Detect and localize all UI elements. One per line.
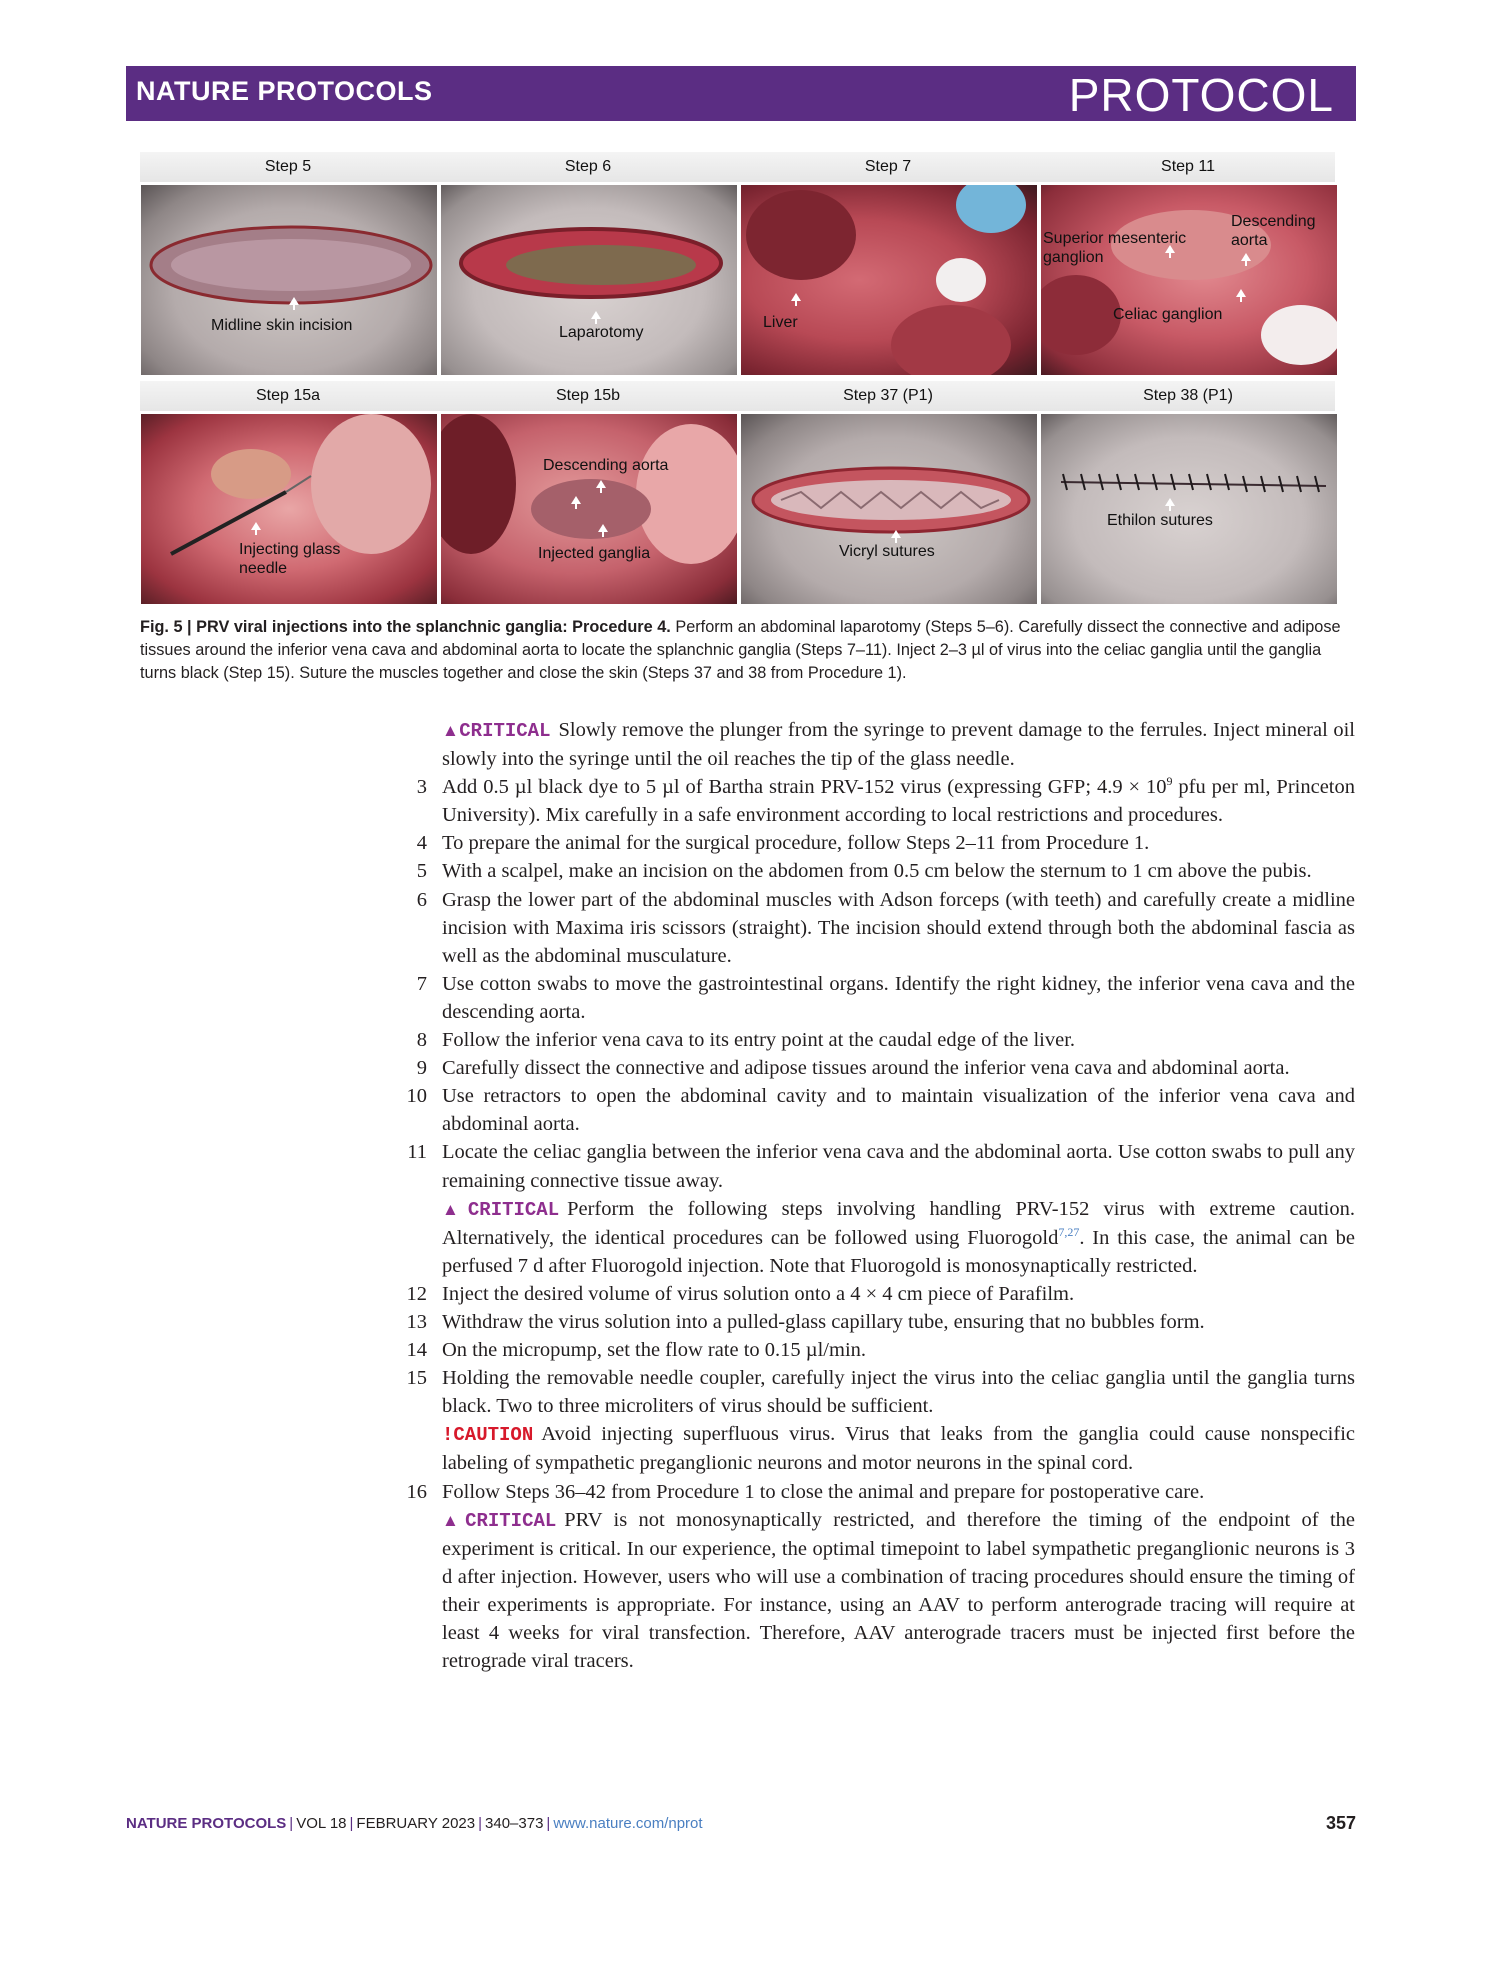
- panel-title-step5: Step 5: [264, 158, 312, 175]
- label-needle: needle: [239, 560, 288, 577]
- photo-step15a-injecting-needle: [140, 414, 438, 604]
- footer-url-link[interactable]: www.nature.com/nprot: [553, 1815, 703, 1832]
- panel-title-step37: Step 37 (P1): [843, 387, 933, 404]
- critical-label: CRITICAL: [467, 1198, 560, 1221]
- arrow-marker: [1165, 498, 1175, 506]
- step-9: 9 Carefully dissect the connective and adipose tissues around the inferior vena cava and abdominal aorta.: [416, 1057, 1290, 1080]
- label-ethilon-sutures: Ethilon sutures: [1107, 512, 1213, 529]
- label-vicryl-sutures: Vicryl sutures: [839, 543, 935, 560]
- photo-step7-liver: [740, 185, 1038, 375]
- needle-illustration: [141, 414, 437, 604]
- label-descending-aorta: Descending aorta: [543, 457, 669, 474]
- step-7: 7 Use cotton swabs to move the gastrointestinal organs. Identify the right kidney, the inferior vena cava and the descending aorta.: [416, 972, 1355, 1023]
- journal-name: NATURE PROTOCOLS: [136, 76, 433, 106]
- citation-link[interactable]: 7,27: [1058, 1224, 1080, 1239]
- injected-illustration: [441, 414, 737, 604]
- critical-note-step16: ▲CRITICAL PRV is not monosynaptically restricted, and therefore the timing of the endpoint of the experiment is critical. In our experience, the optimal timepoint to label sympathetic preganglionic neurons is 3 d after injection. However, users who will use a combination of tracing procedures should ensure the timing of their experiments is appropriate. For instance, using an AAV to perform anterograde tracing will require at least 4 weeks for viral transfection. Therefore, AAV anterograde tracers must be injected first before the retrograde viral tracers.: [442, 1508, 1355, 1673]
- laparotomy-illustration: [441, 185, 737, 375]
- label-injecting-glass: Injecting glass: [239, 541, 341, 558]
- figure-5: [140, 152, 1335, 607]
- caution-note-step15: !CAUTION Avoid injecting superfluous virus. Virus that leaks from the ganglia could cause nonspecific labeling of sympathetic preganglionic neurons and motor neurons in the spinal cord.: [442, 1423, 1355, 1475]
- photo-step38-ethilon-sutures: [1040, 414, 1338, 604]
- journal-header-bar: [126, 66, 1356, 121]
- panel-title-step7: Step 7: [864, 158, 912, 175]
- panel-title-step38: Step 38 (P1): [1143, 387, 1233, 404]
- footer-pages: 340–373: [485, 1815, 544, 1832]
- label-liver: Liver: [763, 314, 798, 331]
- arrow-marker: [571, 496, 581, 504]
- arrow-marker: [596, 480, 606, 488]
- step-11: 11 Locate the celiac ganglia between the inferior vena cava and the abdominal aorta. Use cotton swabs to pull any remaining connective tissue away.: [407, 1141, 1355, 1192]
- arrow-marker: [891, 530, 901, 538]
- arrow-marker: [1165, 245, 1175, 253]
- arrow-marker: [591, 311, 601, 319]
- step-3: 3 Add 0.5 µl black dye to 5 µl of Bartha strain PRV-152 virus (expressing GFP; $4.9 \times 10^9$ pfu per ml, Princeton University). Mix carefully in a safe environment according to local restrictions and procedures.: [416, 774, 1355, 827]
- arrow-marker: [1236, 289, 1246, 297]
- footer-date: FEBRUARY 2023: [356, 1815, 476, 1832]
- arrow-marker: [1241, 253, 1251, 261]
- arrow-marker: [598, 524, 608, 532]
- photo-step37-vicryl-sutures: [740, 414, 1038, 604]
- page-number: 357: [1325, 1813, 1356, 1833]
- panel-title-step15b: Step 15b: [555, 387, 621, 404]
- article-type: PROTOCOL: [1068, 69, 1334, 121]
- protocol-steps: [397, 716, 1355, 1675]
- label-aorta: aorta: [1231, 232, 1268, 249]
- step-4: 4 To prepare the animal for the surgical procedure, follow Steps 2–11 from Procedure 1.: [416, 832, 1150, 855]
- photo-step6-laparotomy: [440, 185, 738, 375]
- triangle-icon: ▲: [442, 1199, 468, 1219]
- label-celiac-ganglion: Celiac ganglion: [1113, 306, 1223, 323]
- arrow-marker: [251, 522, 261, 530]
- step-13: 13 Withdraw the virus solution into a pulled-glass capillary tube, ensuring that no bubbles form.: [406, 1310, 1205, 1333]
- label-superior-mesenteric: Superior mesenteric: [1043, 230, 1187, 247]
- step-5: 5 With a scalpel, make an incision on the abdomen from 0.5 cm below the sternum to 1 cm above the pubis.: [416, 860, 1312, 883]
- label-laparotomy: Laparotomy: [559, 324, 644, 341]
- footer-citation: NATURE PROTOCOLS | VOL 18 | FEBRUARY 2023 | 340–373 | www.nature.com/nprot: [126, 1815, 703, 1832]
- step-12: 12 Inject the desired volume of virus solution onto a 4 × 4 cm piece of Parafilm.: [406, 1282, 1075, 1305]
- caption-text: Perform an abdominal laparotomy (Steps 5–6). Carefully dissect the connective and adipose tissues around the inferior vena cava and abdominal aorta to locate the splanchnic ganglia (Steps 7–11). Inject 2–3 µl of virus into the celiac ganglia until the ganglia turns black (Step 15). Suture the muscles together and close the skin (Steps 37 and 38 from Procedure 1).: [140, 618, 1341, 682]
- arrow-marker: [791, 293, 801, 301]
- figure-caption: [140, 616, 1350, 685]
- vicryl-illustration: [741, 414, 1037, 604]
- caution-icon: !: [442, 1424, 454, 1447]
- critical-label: CRITICAL: [465, 1509, 557, 1532]
- step-6: 6 Grasp the lower part of the abdominal muscles with Adson forceps (with teeth) and carefully create a midline incision with Maxima iris scissors (straight). The incision should extend through both the abdominal fascia as well as the abdominal musculature.: [416, 888, 1355, 967]
- photo-step11-ganglia: [1040, 185, 1338, 375]
- panel-title-step6: Step 6: [564, 158, 612, 175]
- incision-illustration: [141, 185, 437, 375]
- triangle-icon: ▲: [442, 721, 460, 740]
- critical-note-intro: ▲CRITICAL Slowly remove the plunger from the syringe to prevent damage to the ferrules. Inject mineral oil slowly into the syringe until the oil reaches the tip of the glass needle.: [442, 719, 1355, 771]
- footer-volume: VOL 18: [296, 1815, 347, 1832]
- caution-label: !CAUTION: [442, 1424, 534, 1447]
- step-15: 15 Holding the removable needle coupler, carefully inject the virus into the celiac ganglia until the ganglia turns black. Two to three microliters of virus should be sufficient.: [406, 1367, 1355, 1418]
- critical-note-step11: ▲CRITICAL Perform the following steps involving handling PRV-152 virus with extreme caution. Alternatively, the identical procedures can be followed using Fluorogold$^{7,27}$. In this case, the animal can be perfused 7 d after Fluorogold injection. Note that Fluorogold is monosynaptically restricted.: [442, 1197, 1356, 1277]
- organs-illustration: [741, 185, 1037, 375]
- photo-step15b-injected-ganglia: [440, 414, 738, 604]
- step-10: 10 Use retractors to open the abdominal cavity and to maintain visualization of the inferior vena cava and abdominal aorta.: [406, 1085, 1355, 1136]
- footer-journal: NATURE PROTOCOLS: [126, 1815, 287, 1832]
- step-14: 14 On the micropump, set the flow rate to 0.15 µl/min.: [406, 1339, 867, 1362]
- label-descending: Descending: [1231, 213, 1316, 230]
- caption-label: Fig. 5 | PRV viral injections into the splanchnic ganglia: Procedure 4.: [140, 618, 671, 636]
- label-midline-skin-incision: Midline skin incision: [211, 317, 353, 334]
- critical-label: CRITICAL: [459, 720, 551, 742]
- arrow-marker: [289, 297, 299, 305]
- step-16: 16 Follow Steps 36–42 from Procedure 1 to close the animal and prepare for postoperative care.: [406, 1480, 1205, 1503]
- photo-step5-midline-incision: [140, 185, 438, 375]
- panel-title-step11: Step 11: [1161, 158, 1215, 175]
- label-injected-ganglia: Injected ganglia: [538, 545, 651, 562]
- ethilon-illustration: [1041, 414, 1337, 604]
- triangle-icon: ▲: [442, 1510, 466, 1530]
- step-8: 8 Follow the inferior vena cava to its entry point at the caudal edge of the liver.: [416, 1029, 1076, 1052]
- panel-title-step15a: Step 15a: [255, 387, 321, 404]
- label-ganglion: ganglion: [1043, 249, 1104, 266]
